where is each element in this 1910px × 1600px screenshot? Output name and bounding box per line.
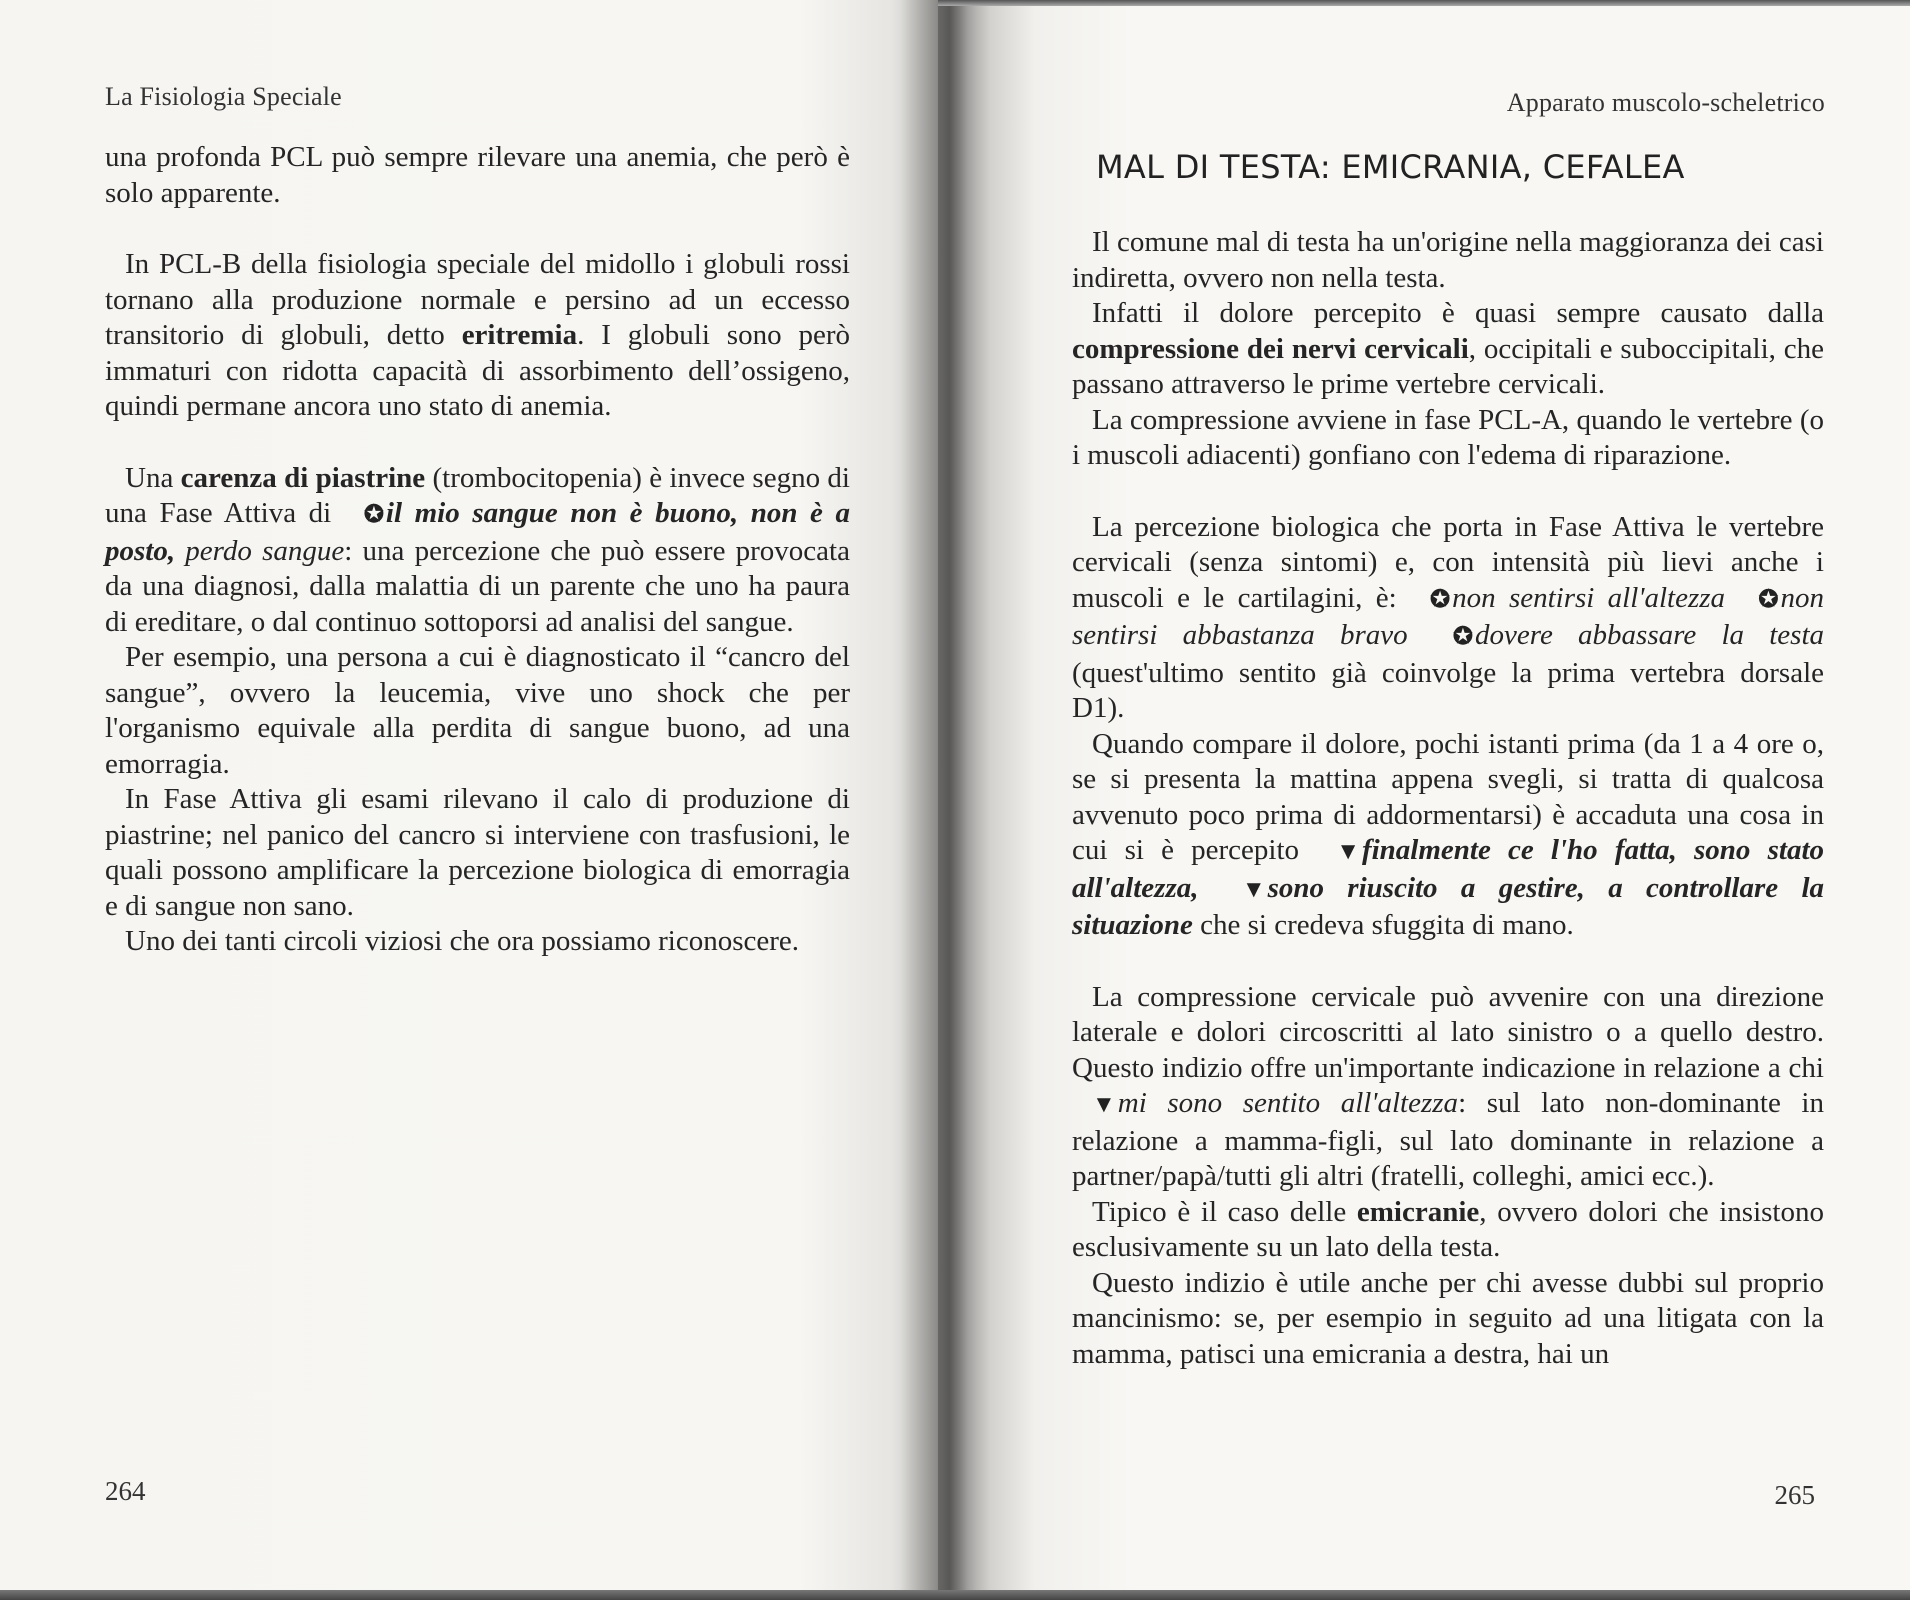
left-page-body (105, 140, 850, 960)
star-circle-icon: ✪ (363, 502, 384, 528)
star-circle-icon: ✪ (1452, 624, 1473, 650)
running-head-right: Apparato muscolo-scheletrico (1506, 88, 1825, 117)
page-bottom-edge (0, 1590, 1910, 1600)
down-triangle-icon: ▼ (1092, 1092, 1116, 1118)
page-number-right: 265 (1774, 1480, 1815, 1510)
star-circle-icon: ✪ (1758, 586, 1779, 613)
paragraph: Per esempio, una persona a cui è diagnosticato il “cancro del sangue”, ovvero la leucemia, vive uno shock che per l'organismo equivale alla perdita di sangue buono, ad una emorragia. (105, 641, 850, 780)
down-triangle-icon: ▼ (1336, 839, 1360, 865)
star-circle-icon: ✪ (1430, 586, 1451, 613)
paragraph: una profonda PCL può sempre rilevare una anemia, che però è solo apparente. (105, 141, 850, 209)
paragraph: Quando compare il dolore, pochi istanti prima (da 1 a 4 ore o, se si presenta la mattina appena svegli, si tratta di qualcosa avvenuto poco prima di addormentarsi) è accaduta una cosa in cui si è percepito ▼finalmente ce l'ho fatta, sono stato all'altezza, ▼sono riuscito a gestire, a controllare la situazione che si credeva sfuggita di mano. (1072, 727, 1825, 941)
paragraph: Il comune mal di testa ha un'origine nella maggioranza dei casi indiretta, ovvero non nella testa. (1072, 226, 1824, 294)
paragraph: La percezione biologica che porta in Fase Attiva le vertebre cervicali (senza sintomi) e, con intensità più lievi anche i muscoli e le cartilagini, è: ✪non sentirsi all'altezza ✪non sentirsi abbastanza bravo ✪dovere abbassare la testa (quest'ultimo sentito già coinvolge la prima vertebra dorsale D1). (1072, 510, 1825, 724)
chapter-title: MAL DI TESTA: EMICRANIA, CEFALEA (1096, 148, 1685, 186)
paragraph: Uno dei tanti circoli viziosi che ora possiamo riconoscere. (125, 925, 800, 957)
paragraph: Infatti il dolore percepito è quasi sempre causato dalla compressione dei nervi cervicali, occipitali e suboccipitali, che passano attraverso le prime vertebre cervicali. (1072, 297, 1824, 400)
right-page-body (1072, 225, 1824, 1372)
paragraph: La compressione cervicale può avvenire con una direzione laterale e dolori circoscritti al lato sinistro o a quello destro. Questo indizio offre un'importante indicazione in relazione a chi ▼mi sono sentito all'altezza: sul lato non-dominante in relazione a mamma-figli, sul lato dominante in relazione a partner/papà/tutti gli altri (fratelli, colleghi, amici ecc.). (1072, 980, 1824, 1192)
paragraph: In PCL-B della fisiologia speciale del midollo i globuli rossi tornano alla produzione normale e persino ad un eccesso transitorio di globuli, detto eritremia. I globuli sono però immaturi con ridotta capacità di assorbimento dell’ossigeno, quindi permane ancora uno stato di anemia. (105, 248, 850, 422)
page-number-left: 264 (105, 1476, 146, 1506)
paragraph: Una carenza di piastrine (trombocitopenia) è invece segno di una Fase Attiva di ✪il mio sangue non è buono, non è a posto, perdo sangue: una percezione che può essere provocata da una diagnosi, dalla malattia di un parente che uno ha paura di ereditare, o dal continuo sottoporsi ad analisi del sangue. (105, 461, 850, 638)
paragraph: Tipico è il caso delle emicranie, ovvero dolori che insistono esclusivamente su un lato della testa. (1072, 1195, 1824, 1263)
running-head-left: La Fisiologia Speciale (105, 82, 342, 111)
book-gutter-shadow (900, 0, 990, 1600)
down-triangle-icon: ▼ (1241, 876, 1266, 903)
paragraph: La compressione avviene in fase PCL-A, quando le vertebre (o i muscoli adiacenti) gonfiano con l'edema di riparazione. (1072, 403, 1824, 471)
paragraph: In Fase Attiva gli esami rilevano il calo di produzione di piastrine; nel panico del cancro si interviene con trasfusioni, le quali possono amplificare la percezione biologica di emorragia e di sangue non sano. (105, 783, 850, 922)
paragraph: Questo indizio è utile anche per chi avesse dubbi sul proprio mancinismo: se, per esempio in seguito ad una litigata con la mamma, patisci una emicrania a destra, hai un (1072, 1266, 1824, 1370)
page-top-edge (938, 0, 1910, 6)
